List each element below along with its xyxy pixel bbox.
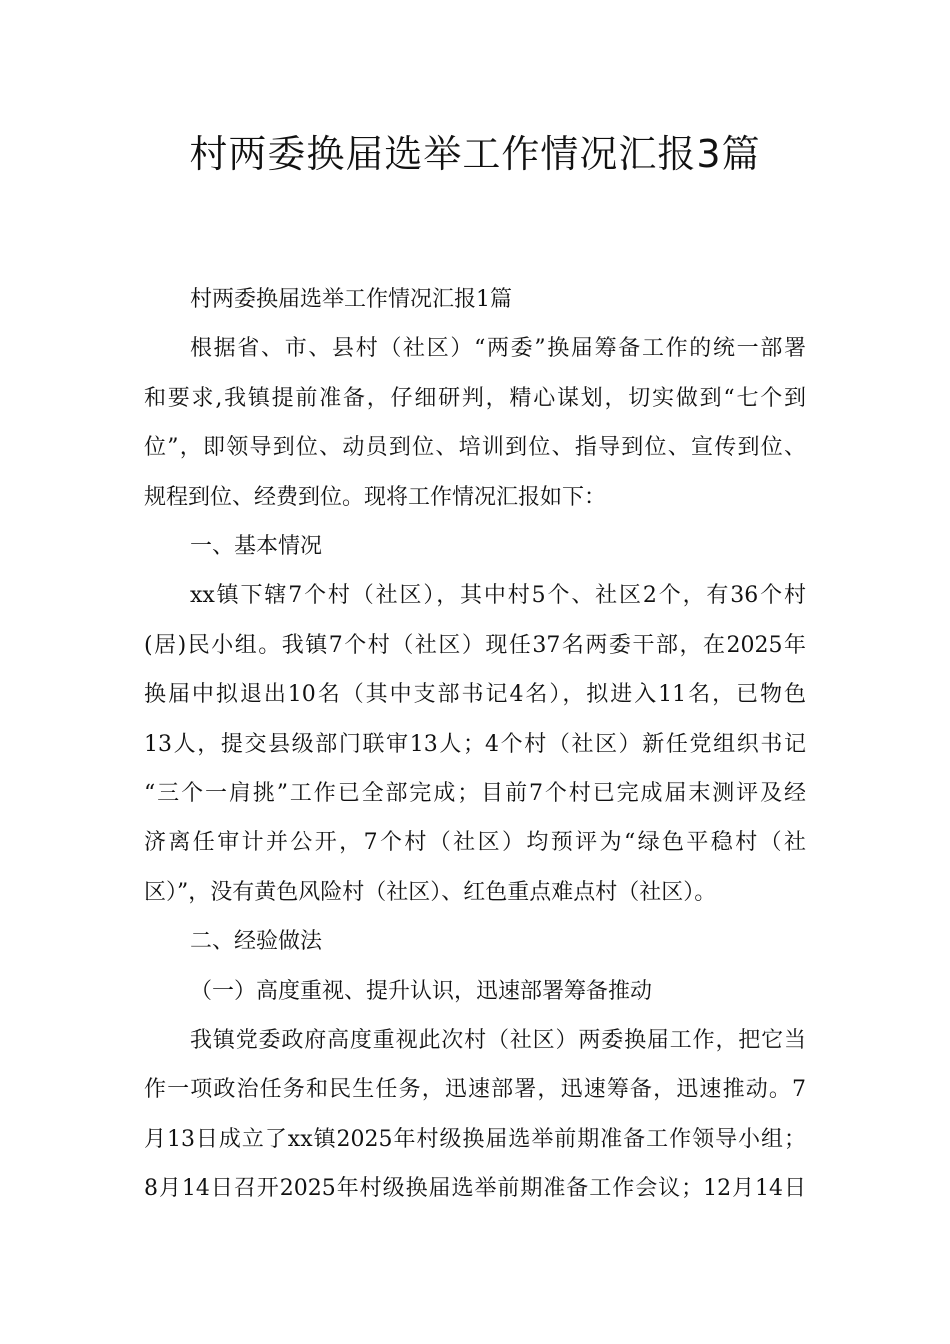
body-line: 8月14日召开2025年村级换届选举前期准备工作会议；12月14日 bbox=[144, 1176, 806, 1202]
body-line: 规程到位、经费到位。现将工作情况汇报如下： bbox=[144, 484, 607, 510]
body-line: 和要求,我镇提前准备，仔细研判，精心谋划，切实做到“七个到 bbox=[144, 385, 806, 411]
body-line: 13人，提交县级部门联审13人；4个村（社区）新任党组织书记 bbox=[144, 731, 806, 757]
document-title: 村两委换届选举工作情况汇报3篇 bbox=[189, 132, 761, 176]
body-line: （一）高度重视、提升认识，迅速部署筹备推动 bbox=[190, 978, 653, 1004]
body-line: 根据省、市、县村（社区）“两委”换届筹备工作的统一部署 bbox=[190, 336, 806, 362]
body-line: 位”，即领导到位、动员到位、培训到位、指导到位、宣传到位、 bbox=[144, 435, 806, 461]
body-line: 换届中拟退出10名（其中支部书记4名），拟进入11名，已物色 bbox=[144, 682, 806, 708]
body-line: (居)民小组。我镇7个村（社区）现任37名两委干部，在2025年 bbox=[144, 632, 806, 658]
body-line: 月13日成立了xx镇2025年村级换届选举前期准备工作领导小组； bbox=[144, 1126, 806, 1152]
body-line: 济离任审计并公开，7个村（社区）均预评为“绿色平稳村（社 bbox=[144, 830, 806, 856]
body-line: “三个一肩挑”工作已全部完成；目前7个村已完成届末测评及经 bbox=[144, 781, 806, 806]
body-line: xx镇下辖7个村（社区），其中村5个、社区2个，有36个村 bbox=[190, 583, 806, 609]
body-line: 区）”，没有黄色风险村（社区）、红色重点难点村（社区）。 bbox=[144, 879, 717, 905]
body-line: 村两委换届选举工作情况汇报1篇 bbox=[190, 287, 512, 312]
body-line: 二、经验做法 bbox=[190, 929, 323, 955]
body-line: 一、基本情况 bbox=[190, 534, 323, 559]
body-line: 作一项政治任务和民生任务，迅速部署，迅速筹备，迅速推动。7 bbox=[144, 1077, 806, 1103]
body-line: 我镇党委政府高度重视此次村（社区）两委换届工作，把它当 bbox=[190, 1028, 806, 1053]
